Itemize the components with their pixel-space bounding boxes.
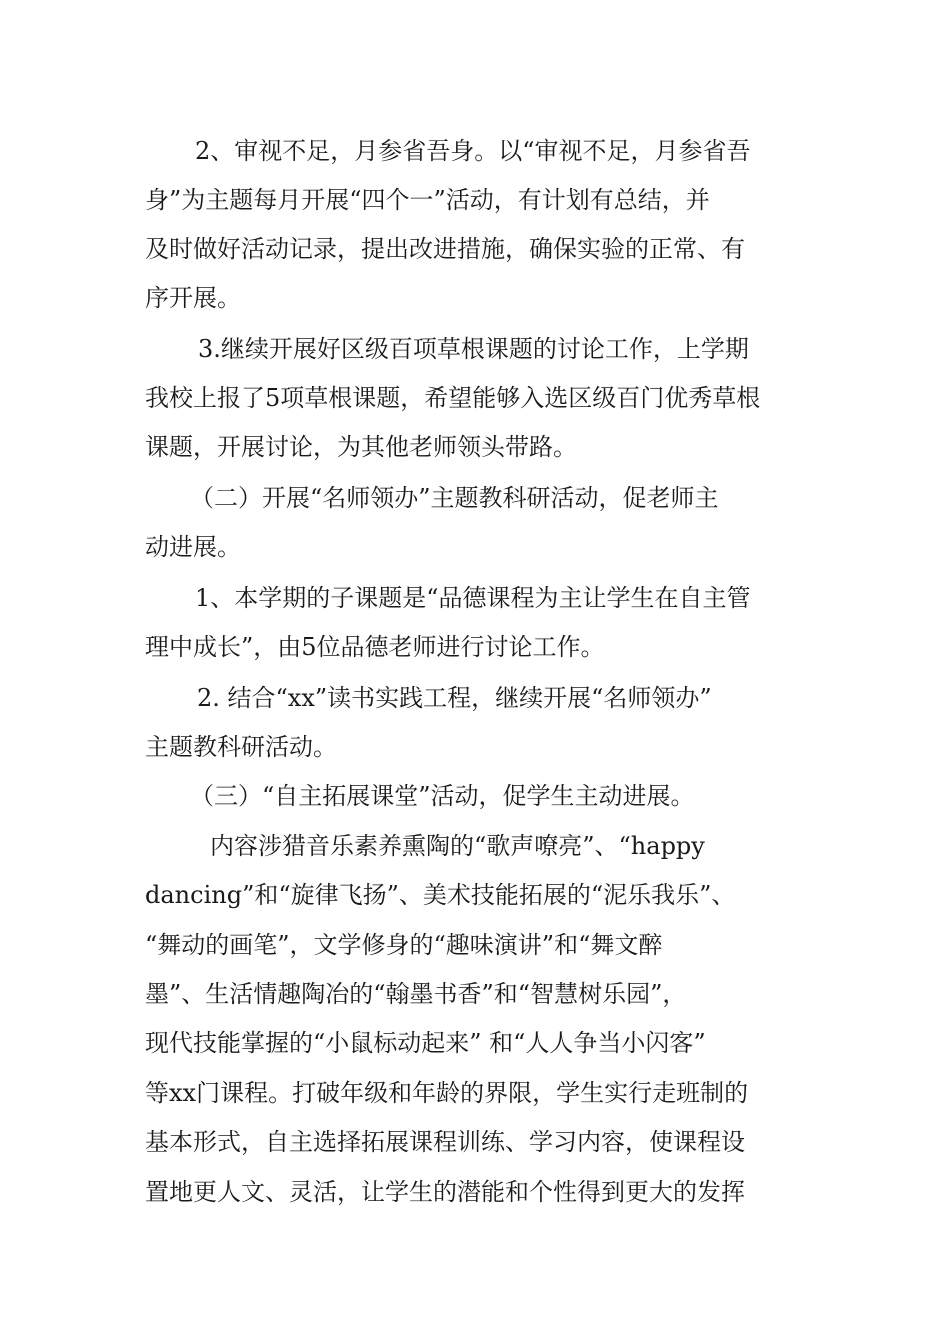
paragraph-line: “舞动的画笔”，文学修身的“趣味演讲”和“舞文醉 — [145, 931, 663, 959]
paragraph-line: 等xx门课程。打破年级和年龄的界限，学生实行走班制的 — [145, 1079, 749, 1107]
paragraph-line: 墨”、生活情趣陶冶的“翰墨书香”和“智慧树乐园”， — [145, 980, 687, 1008]
paragraph-line: 理中成长”，由5位品德老师进行讨论工作。 — [145, 633, 605, 661]
section-heading-line: （二）开展“名师领办”主题教科研活动，促老师主 — [190, 484, 719, 512]
paragraph-line: 身”为主题每月开展“四个一”活动，有计划有总结，并 — [145, 186, 710, 214]
paragraph-line: 内容涉猎音乐素养熏陶的“歌声嘹亮”、“happy — [210, 832, 705, 860]
paragraph-line: 基本形式，自主选择拓展课程训练、学习内容，使课程设 — [145, 1128, 745, 1156]
paragraph-line: 序开展。 — [145, 284, 241, 312]
paragraph-line: 课题，开展讨论，为其他老师领头带路。 — [145, 433, 577, 461]
paragraph-line: 置地更人文、灵活，让学生的潜能和个性得到更大的发挥 — [145, 1178, 745, 1206]
section-heading-line: 动进展。 — [145, 533, 241, 561]
paragraph-line: 3.继续开展好区级百项草根课题的讨论工作，上学期 — [198, 335, 749, 363]
paragraph-line: 现代技能掌握的“小鼠标动起来” 和“人人争当小闪客” — [145, 1029, 706, 1057]
paragraph-line: 主题教科研活动。 — [145, 733, 337, 761]
paragraph-line: 我校上报了5项草根课题，希望能够入选区级百门优秀草根 — [145, 384, 761, 412]
paragraph-line: dancing”和“旋律飞扬”、美术技能拓展的“泥乐我乐”、 — [145, 881, 736, 909]
paragraph-line: 2、审视不足，月参省吾身。以“审视不足，月参省吾 — [195, 137, 751, 165]
paragraph-line: 及时做好活动记录，提出改进措施，确保实验的正常、有 — [145, 235, 745, 263]
section-heading-line: （三）“自主拓展课堂”活动，促学生主动进展。 — [190, 782, 695, 810]
paragraph-line: 2. 结合“xx”读书实践工程，继续开展“名师领办” — [197, 684, 712, 712]
paragraph-line: 1、本学期的子课题是“品德课程为主让学生在自主管 — [195, 584, 751, 612]
